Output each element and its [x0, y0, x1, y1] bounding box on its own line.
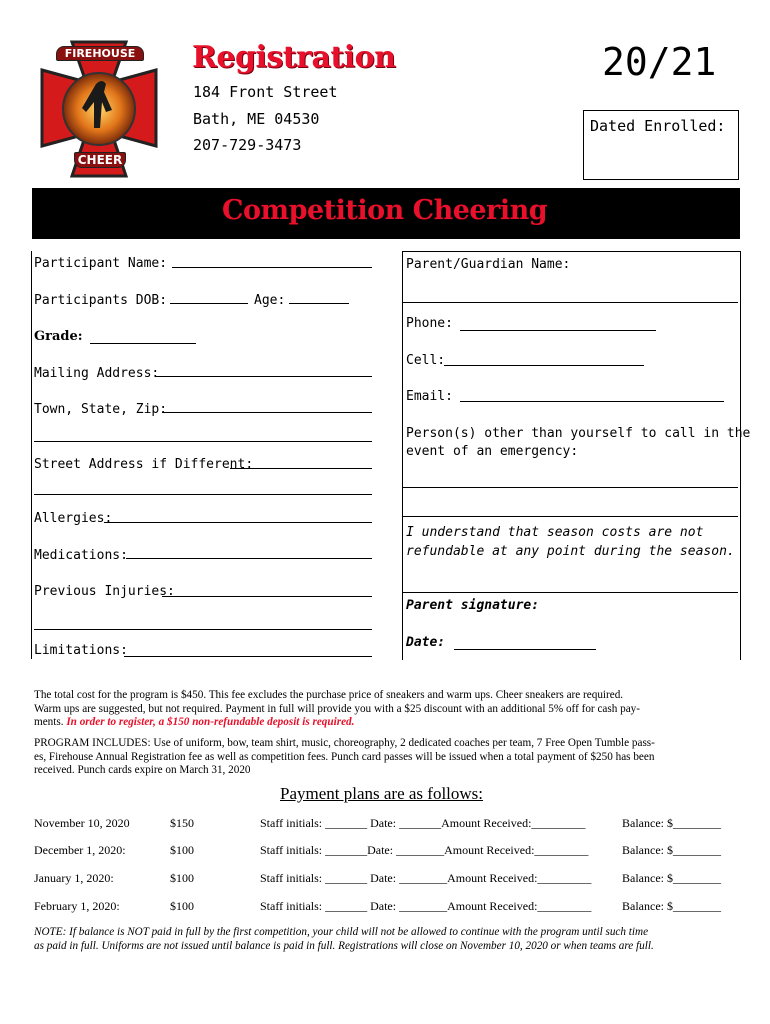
cell-label: Cell:	[406, 353, 446, 368]
payment-date: November 10, 2020	[34, 816, 130, 830]
address-line-2: Bath, ME 04530	[193, 110, 320, 128]
dated-enrolled-box[interactable]	[583, 110, 739, 180]
payment-date: February 1, 2020:	[34, 899, 120, 913]
mailing-address-field[interactable]	[156, 376, 372, 377]
season-costs-note-1: I understand that season costs are not	[406, 525, 704, 540]
left-column-border	[31, 251, 32, 659]
cell-field[interactable]	[444, 365, 644, 366]
season-costs-note-2: refundable at any point during the season.	[406, 544, 735, 559]
town-state-zip-extra-line[interactable]	[34, 441, 372, 442]
payment-balance[interactable]: Balance: $________	[622, 899, 721, 913]
street-address-field[interactable]	[230, 468, 372, 469]
street-address-label: Street Address if Different:	[34, 457, 254, 472]
age-label: Age:	[254, 293, 286, 308]
email-label: Email:	[406, 389, 453, 404]
deposit-note: In order to register, a $150 non-refundable deposit is required.	[66, 716, 355, 728]
payment-plans-heading: Payment plans are as follows:	[280, 784, 484, 803]
competition-cheering-title: Competition Cheering	[222, 195, 548, 226]
limitations-label: Limitations:	[34, 643, 128, 658]
participant-name-label: Participant Name:	[34, 256, 168, 271]
season-costs-divider	[402, 592, 738, 593]
grade-field[interactable]	[90, 343, 196, 344]
participant-name-field[interactable]	[172, 267, 372, 268]
previous-injuries-extra-line[interactable]	[34, 629, 372, 630]
grade-label: Grade:	[34, 329, 83, 344]
town-state-zip-label: Town, State, Zip:	[34, 402, 168, 417]
previous-injuries-label: Previous Injuries:	[34, 584, 175, 599]
payment-date: December 1, 2020:	[34, 843, 126, 857]
payment-amount: $150	[170, 816, 194, 830]
parent-guardian-name-label: Parent/Guardian Name:	[406, 257, 571, 272]
balance-note	[34, 925, 744, 953]
emergency-contact-field-1[interactable]	[402, 487, 738, 488]
payment-amount: $100	[170, 843, 194, 857]
program-includes-paragraph	[34, 737, 744, 778]
emergency-contact-label-2: event of an emergency:	[406, 444, 579, 459]
phone-label: Phone:	[406, 316, 453, 331]
cost-line-1: The total cost for the program is $450. This fee excludes the purchase price of sneakers and warm ups. Cheer sneakers are required.	[34, 689, 624, 701]
allergies-label: Allergies:	[34, 511, 113, 526]
year-label: 20/21	[602, 40, 717, 84]
street-address-extra-line[interactable]	[34, 494, 372, 495]
cost-line-3-wrapper	[34, 716, 744, 730]
previous-injuries-field[interactable]	[162, 596, 372, 597]
firehouse-cheer-logo	[34, 34, 164, 184]
date-field[interactable]	[454, 649, 596, 650]
age-field[interactable]	[289, 303, 349, 304]
limitations-field[interactable]	[124, 656, 372, 657]
payment-balance[interactable]: Balance: $________	[622, 843, 721, 857]
address-line-1: 184 Front Street	[193, 83, 338, 101]
registration-title: Registration	[192, 40, 396, 75]
includes-line-3: received. Punch cards expire on March 31, 2020	[34, 764, 251, 776]
email-field[interactable]	[460, 401, 724, 402]
medications-label: Medications:	[34, 548, 128, 563]
town-state-zip-field[interactable]	[162, 412, 372, 413]
dated-enrolled-label: Dated Enrolled:	[590, 117, 726, 135]
includes-line-2: es, Firehouse Annual Registration fee as well as competition fees. Punch card passes will be issued when a total payment of $250 has been	[34, 750, 655, 763]
participants-dob-field[interactable]	[170, 303, 248, 304]
cost-line-3: ments.	[34, 716, 64, 728]
logo-top-text: FIREHOUSE	[56, 46, 144, 61]
date-label: Date:	[406, 635, 446, 650]
parent-guardian-name-field[interactable]	[402, 302, 738, 303]
logo-bottom-text: CHEER	[74, 152, 126, 168]
payment-amount: $100	[170, 871, 194, 885]
emergency-contact-field-2[interactable]	[402, 516, 738, 517]
competition-banner	[32, 188, 740, 239]
allergies-field[interactable]	[104, 522, 372, 523]
parent-signature-label: Parent signature:	[406, 598, 540, 613]
payment-staff-fields[interactable]: Staff initials: _______ Date: ________Amount Received:_________	[260, 899, 592, 913]
emergency-contact-label-1: Person(s) other than yourself to call in the	[406, 426, 751, 441]
note-line-1: NOTE: If balance is NOT paid in full by the first competition, your child will not be allowed to continue with the program until such time	[34, 926, 649, 938]
phone-number: 207-729-3473	[193, 136, 302, 154]
payment-balance[interactable]: Balance: $________	[622, 871, 721, 885]
payment-staff-fields[interactable]: Staff initials: _______Date: ________Amount Received:_________	[260, 843, 589, 857]
cost-line-2: Warm ups are suggested, but not required. Payment in full will provide you with a $25 discount with an additional 5% off for cash pay-	[34, 702, 640, 715]
participants-dob-label: Participants DOB:	[34, 293, 168, 308]
payment-staff-fields[interactable]: Staff initials: _______ Date: ________Amount Received:_________	[260, 871, 592, 885]
note-line-2: as paid in full. Uniforms are not issued until balance is paid in full. Registrations will close on November 10, 2020 or when teams are full.	[34, 940, 654, 952]
mailing-address-label: Mailing Address:	[34, 366, 160, 381]
payment-amount: $100	[170, 899, 194, 913]
cost-paragraph	[34, 689, 744, 730]
payment-balance[interactable]: Balance: $________	[622, 816, 721, 830]
payment-staff-fields[interactable]: Staff initials: _______ Date: _______Amount Received:_________	[260, 816, 586, 830]
includes-line-1: PROGRAM INCLUDES: Use of uniform, bow, team shirt, music, choreography, 2 dedicated coaches per team, 7 Free Open Tumble pass-	[34, 737, 655, 749]
payment-date: January 1, 2020:	[34, 871, 114, 885]
phone-field[interactable]	[460, 330, 656, 331]
medications-field[interactable]	[126, 558, 372, 559]
